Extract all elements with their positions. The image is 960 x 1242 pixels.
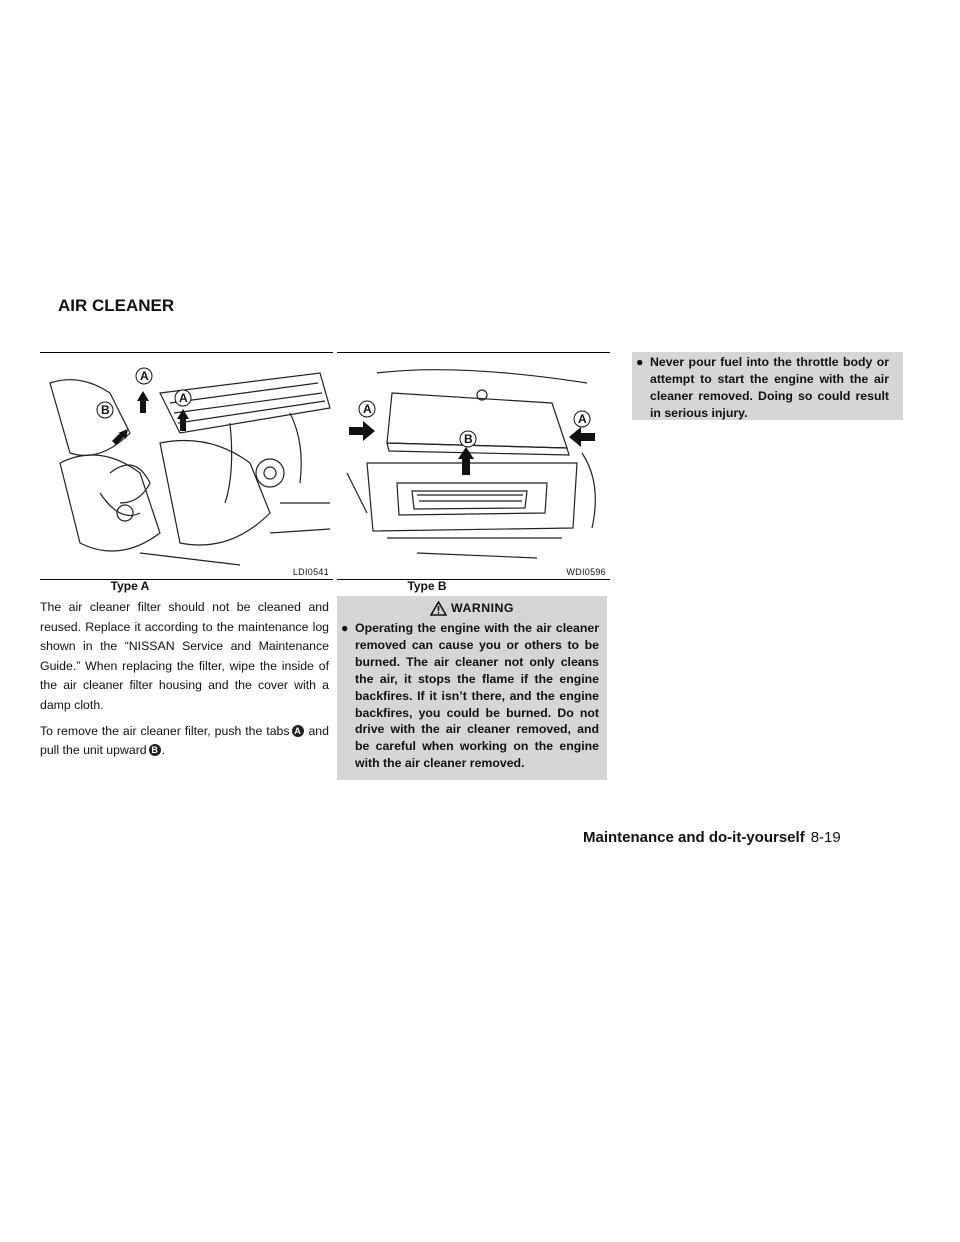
- figure-type-a: [40, 352, 333, 580]
- figure-a-caption: Type A: [110, 579, 150, 593]
- warning-item-1: [337, 620, 607, 772]
- warning-box: [337, 596, 607, 780]
- body-text-column: [40, 598, 329, 767]
- figure-a-label-a2: A: [179, 391, 188, 405]
- warning-continuation: [632, 352, 903, 420]
- paragraph-maintenance: The air cleaner filter should not be cleaned and reused. Replace it according to the maintenance log shown in the “NISSAN Service and Maintenance Guide.” When replacing the filter, wipe the inside of the air cleaner filter housing and the cover with a damp cloth.: [40, 600, 329, 712]
- bullet-icon: ●: [636, 355, 644, 369]
- figure-type-b: [337, 352, 610, 580]
- figure-a-label-a1: A: [140, 369, 149, 383]
- warning-heading: [337, 596, 607, 620]
- air-cleaner-illustration-type-b: [337, 353, 610, 579]
- engine-illustration-type-a: [40, 353, 333, 579]
- warning-item-2: [632, 354, 897, 422]
- warning-label: WARNING: [451, 601, 514, 615]
- footer-section-name: Maintenance and do-it-yourself: [583, 829, 805, 846]
- warning-triangle-icon: [430, 601, 447, 616]
- warning-item-2-text: Never pour fuel into the throttle body or attempt to start the engine with the air cleaner removed. Doing so could result in serious injury.: [650, 355, 889, 420]
- warning-item-1-text: Operating the engine with the air cleaner removed can cause you or others to be burned. The air cleaner not only cleans the air, it stops the flame if the engine backfires. If it isn’t there, and the engine backfires, you could be burned. Do not drive with the air cleaner removed, and be careful when working on the engine with the air cleaner removed.: [355, 621, 599, 771]
- bullet-icon: ●: [341, 621, 349, 635]
- ref-b-icon: B: [149, 744, 161, 756]
- figure-b-label-a2: A: [578, 412, 587, 426]
- page-footer: [583, 829, 841, 846]
- figure-b-label-b: B: [464, 432, 473, 446]
- removal-text-2: and pull the unit upward: [40, 723, 329, 758]
- figure-a-code: LDI0541: [292, 567, 329, 577]
- section-title: AIR CLEANER: [58, 296, 175, 315]
- figure-b-code: WDI0596: [566, 567, 606, 577]
- removal-text-1: To remove the air cleaner filter, push the tabs: [40, 723, 290, 738]
- figure-a-label-b: B: [101, 403, 110, 417]
- page-number: 8-19: [810, 829, 841, 846]
- figure-b-caption: Type B: [407, 579, 447, 593]
- ref-a-icon: A: [292, 725, 304, 737]
- paragraph-removal: [40, 722, 329, 761]
- removal-text-end: .: [161, 743, 166, 758]
- figure-b-label-a1: A: [363, 402, 372, 416]
